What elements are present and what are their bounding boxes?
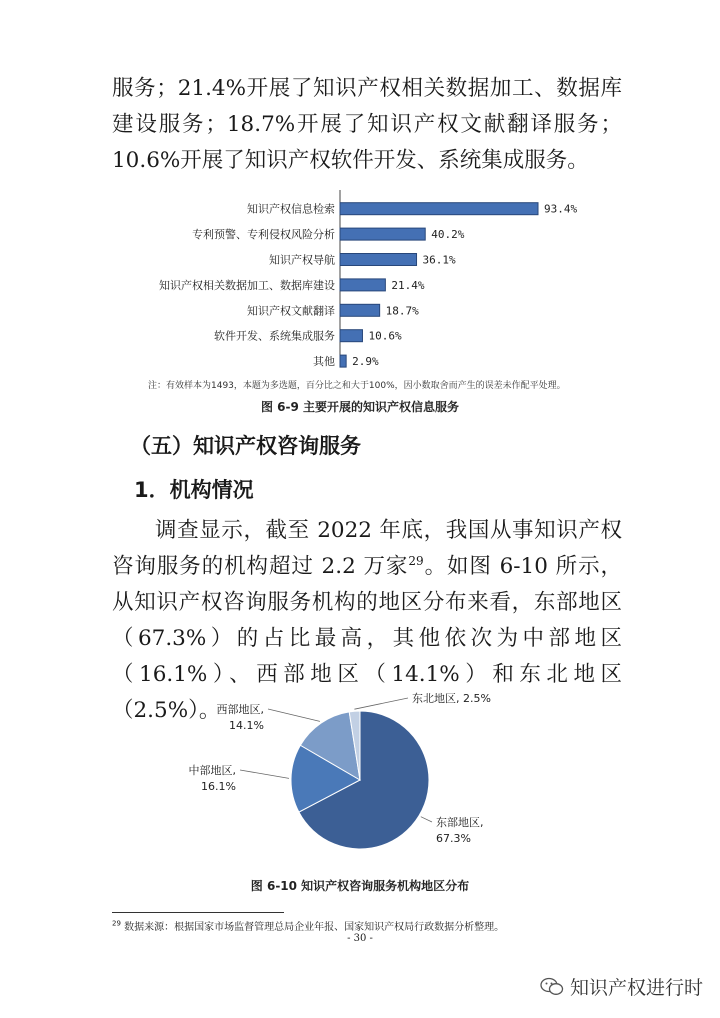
footnote-text: 数据来源：根据国家市场监督管理总局企业年报、国家知识产权局行政数据分析整理。	[124, 922, 505, 933]
pie-label: 中部地区,	[188, 764, 236, 777]
paragraph-1: 服务；21.4%开展了知识产权相关数据加工、数据库建设服务；18.7%开展了知识产权文献翻译服务；10.6%开展了知识产权软件开发、系统集成服务。	[112, 76, 622, 173]
bar-category-label: 知识产权导航	[269, 253, 335, 267]
subsection-heading: 1．机构情况	[134, 478, 254, 502]
bar-value-label: 40.2%	[431, 228, 465, 242]
bar	[340, 330, 362, 342]
pie-leader-line	[268, 709, 320, 721]
bar	[340, 355, 346, 367]
watermark-text: 知识产权进行时	[570, 977, 704, 999]
bar	[340, 254, 417, 266]
bar-value-label: 21.4%	[391, 278, 425, 292]
footnote	[112, 918, 504, 933]
bar-value-label: 36.1%	[422, 253, 456, 267]
bar-value-label: 93.4%	[544, 202, 578, 216]
page-number: - 30 -	[347, 933, 373, 944]
figure1-note: 注：有效样本为1493，本题为多选题，百分比之和大于100%，因小数取舍而产生的误差未作配平处理。	[148, 381, 566, 391]
pie-value-label: 16.1%	[201, 780, 236, 793]
bar	[340, 228, 425, 240]
pie-label: 东北地区, 2.5%	[412, 692, 491, 705]
paragraph-2-text: 调查显示，截至 2022 年底，我国从事知识产权咨询服务的机构超过 2.2 万家	[112, 518, 622, 579]
pie-label: 西部地区,	[216, 703, 264, 716]
section-heading: （五）知识产权咨询服务	[130, 434, 361, 458]
footnote-rule	[112, 912, 284, 913]
bar	[340, 203, 538, 215]
pie-leader-line	[354, 698, 408, 709]
watermark	[540, 973, 703, 1000]
paragraph-2-text-cont: 。如图 6-10 所示，从知识产权咨询服务机构的地区分布来看，东部地区（67.3%）的占比最高，其他依次为中部地区（16.1%）、西部地区（14.1%）和东北地区（2.5%）。	[112, 554, 622, 723]
bar-value-label: 10.6%	[368, 329, 402, 343]
bar	[340, 304, 380, 316]
bar-category-label: 知识产权信息检索	[247, 202, 335, 216]
footnote-marker: 29	[112, 919, 121, 928]
figure1-caption: 图 6-9 主要开展的知识产权信息服务	[260, 400, 460, 414]
figure2-caption: 图 6-10 知识产权咨询服务机构地区分布	[250, 879, 470, 893]
pie-value-label: 14.1%	[229, 719, 264, 732]
wechat-icon	[540, 977, 564, 997]
bar	[340, 279, 385, 291]
bar-category-label: 软件开发、系统集成服务	[214, 329, 335, 343]
pie-value-label: 67.3%	[436, 832, 471, 845]
pie-label: 东部地区,	[436, 816, 484, 829]
bar-value-label: 18.7%	[385, 304, 419, 318]
bar-category-label: 知识产权相关数据加工、数据库建设	[159, 278, 335, 292]
bar-value-label: 2.9%	[352, 355, 379, 369]
pie-leader-line	[240, 770, 289, 778]
bar-category-label: 专利预警、专利侵权风险分析	[192, 228, 335, 242]
bar-category-label: 其他	[313, 355, 335, 369]
footnote-ref[interactable]: 29	[408, 553, 424, 568]
pie-leader-line	[421, 817, 432, 822]
bar-chart	[110, 188, 610, 373]
pie-chart	[180, 688, 540, 868]
bar-category-label: 知识产权文献翻译	[247, 304, 335, 318]
